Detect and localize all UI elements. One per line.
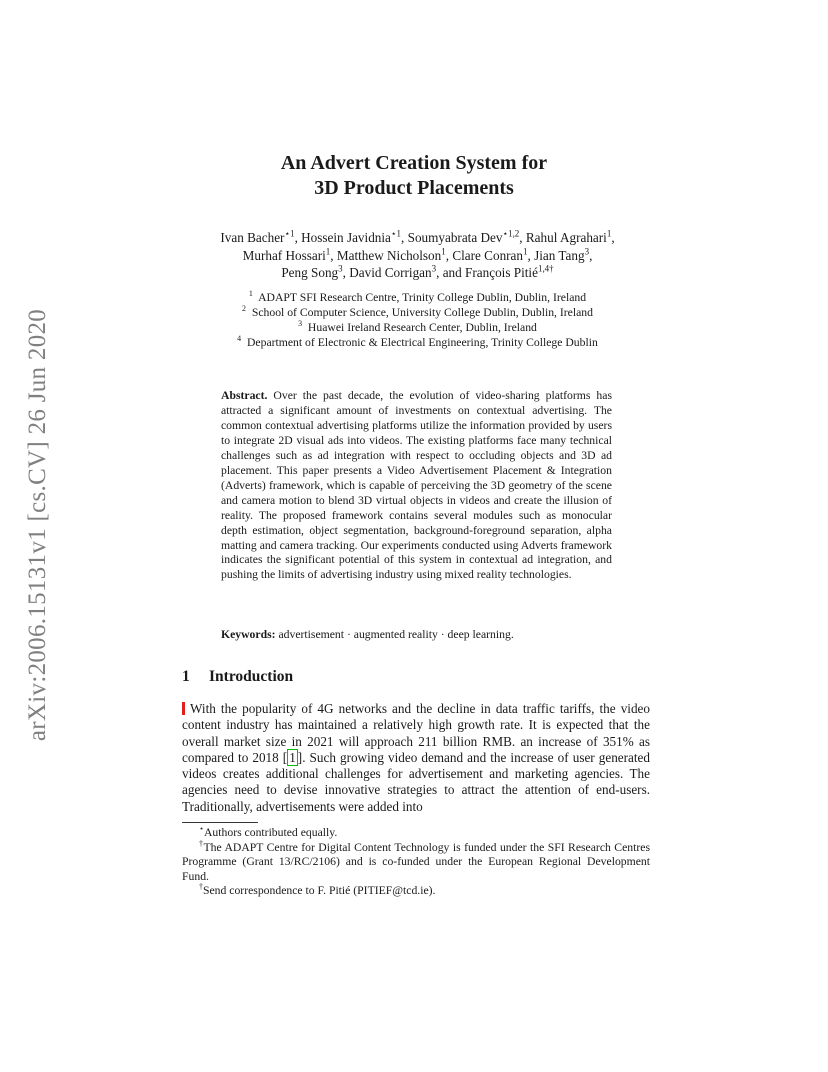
title-line-2: 3D Product Placements — [314, 177, 514, 199]
footnote-divider — [182, 822, 258, 823]
intro-text-part-1: With the popularity of 4G networks and the decline in data traffic tariffs, the video content industry has maintained a relatively high growth rate. It is expected that the overall market size in 2021 will approach 211 billion RMB. an increase of 351% as compared to 2018 [ — [182, 701, 650, 765]
title-line-1: An Advert Creation System for — [280, 152, 548, 174]
author: Soumyabrata Dev$^{⋆1,2}$, — [407, 228, 526, 245]
paper-title — [0, 151, 828, 201]
intro-text-part-2: ]. Such growing video demand and the increase of user generated videos creates additional challenges for advertisement and marketing agencies. The agencies need to devise innovative strategies to attract the attention of end-users. Traditionally, advertisements were added into — [182, 749, 650, 814]
affiliation-item: $^2$ School of Computer Science, University College Dublin, Dublin, Ireland — [242, 304, 593, 319]
author: Jian Tang$^3$, — [534, 246, 593, 263]
footnotes — [182, 826, 650, 899]
author: Murhaf Hossari$^1$, — [242, 246, 337, 263]
citation-link[interactable]: 1 — [289, 749, 296, 765]
author: François Pitié$^{1,4\dagger}$ — [465, 263, 554, 280]
affiliation-list — [150, 290, 685, 350]
author: David Corrigan$^3$, and — [349, 263, 466, 280]
intro-paragraph — [182, 701, 650, 815]
footnote: †Send correspondence to F. Pitié (PITIEF@tcd.ie). — [199, 882, 436, 897]
affiliation-item: $^4$ Department of Electronic & Electrical Engineering, Trinity College Dublin — [237, 334, 598, 349]
footnote: †The ADAPT Centre for Digital Content Technology is funded under the SFI Research Centres Programme (Grant 13/RC/2106) and is co-funded under the European Regional Development Fund. — [182, 838, 650, 883]
section-heading — [182, 668, 293, 686]
abstract — [221, 389, 612, 583]
abstract-label: Abstract. — [221, 389, 268, 402]
author-list — [150, 229, 685, 282]
abstract-text: Over the past decade, the evolution of video-sharing platforms has attracted a significant amount of investments on contextual advertising. The common contextual advertising platforms utilize the information provided by users to integrate 2D visual ads into videos. The existing platforms face many technical challenges such as ad integration with respect to occluding objects and 3D ad placement. This paper presents a Video Advertisement Placement & Integration (Adverts) framework, which is capable of perceiving the 3D geometry of the scene and camera motion to blend 3D virtual objects in videos and create the illusion of reality. The proposed framework contains several modules such as monocular depth estimation, object segmentation, background-foreground separation, alpha matting and camera tracking. Our experiments conducted using Adverts framework indicates the significant potential of this system in contextual ad integration, and pushing the limits of advertising industry using mixed reality technologies. — [221, 389, 612, 582]
keywords-label: Keywords: — [221, 628, 276, 641]
author: Hossein Javidnia$^{⋆1}$, — [301, 228, 408, 245]
affiliation-item: $^1$ ADAPT SFI Research Centre, Trinity College Dublin, Dublin, Ireland — [248, 289, 587, 304]
arxiv-sidebar-stamp — [24, 290, 52, 760]
author: Peng Song$^3$, — [281, 263, 350, 280]
section-title: Introduction — [209, 668, 294, 685]
footnote: ⋆Authors contributed equally. — [199, 824, 338, 839]
author: Matthew Nicholson$^1$, — [336, 246, 453, 263]
text-cursor-marker — [182, 702, 185, 715]
section-number: 1 — [182, 668, 190, 685]
affiliation-item: $^3$ Huawei Ireland Research Center, Dublin, Ireland — [298, 319, 537, 334]
author: Ivan Bacher$^{⋆1}$, — [220, 228, 302, 245]
keywords-text: advertisement · augmented reality · deep learning. — [278, 628, 514, 641]
author: Rahul Agrahari$^1$, — [525, 228, 615, 245]
arxiv-identifier: arXiv:2006.15131v1 [cs.CV] 26 Jun 2020 — [24, 308, 51, 742]
author: Clare Conran$^1$, — [452, 246, 535, 263]
keywords — [221, 627, 612, 642]
